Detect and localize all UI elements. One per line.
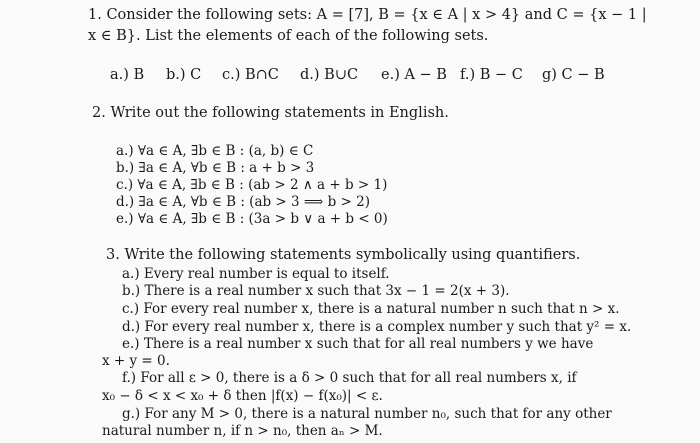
- q3-item-a: a.) Every real number is equal to itself.: [122, 266, 390, 282]
- q2-item-e: e.) ∀a ∈ A, ∃b ∈ B : (3a > b ∨ a + b < 0): [116, 211, 388, 227]
- q1-part-g: g) C − B: [542, 67, 605, 83]
- q3-item-f-line1: f.) For all ε > 0, there is a δ > 0 such that for all real numbers x, if: [122, 370, 577, 386]
- q2-item-a: a.) ∀a ∈ A, ∃b ∈ B : (a, b) ∈ C: [116, 143, 314, 159]
- q2-item-b: b.) ∃a ∈ A, ∀b ∈ B : a + b > 3: [116, 160, 315, 176]
- q2-item-d: d.) ∃a ∈ A, ∀b ∈ B : (ab > 3 ⟹ b > 2): [116, 194, 370, 210]
- q3-item-f-line2: x₀ − δ < x < x₀ + δ then |f(x) − f(x₀)| < ε.: [102, 388, 383, 404]
- q1-part-d: d.) B∪C: [300, 67, 359, 83]
- q3-item-g-line2: natural number n, if n > n₀, then aₙ > M.: [102, 423, 383, 439]
- q3-item-d: d.) For every real number x, there is a complex number y such that y² = x.: [122, 319, 632, 335]
- q1-part-c: c.) B∩C: [222, 67, 279, 83]
- q2-item-c: c.) ∀a ∈ A, ∃b ∈ B : (ab > 2 ∧ a + b > 1): [116, 177, 388, 193]
- q3-item-e-line1: e.) There is a real number x such that for all real numbers y we have: [122, 336, 594, 352]
- q1-part-e: e.) A − B: [381, 67, 447, 83]
- q3-item-b: b.) There is a real number x such that 3x − 1 = 2(x + 3).: [122, 283, 510, 299]
- q3-item-c: c.) For every real number x, there is a natural number n such that n > x.: [122, 301, 620, 317]
- q2-heading: 2. Write out the following statements in English.: [92, 105, 449, 121]
- q1-part-b: b.) C: [166, 67, 202, 83]
- q3-item-g-line1: g.) For any M > 0, there is a natural number n₀, such that for any other: [122, 406, 612, 422]
- q3-heading: 3. Write the following statements symbolically using quantifiers.: [106, 247, 581, 263]
- q1-statement-line1: 1. Consider the following sets: A = [7], B = {x ∈ A | x > 4} and C = {x − 1 |: [88, 7, 647, 23]
- q3-item-e-line2: x + y = 0.: [102, 353, 170, 369]
- q1-part-f: f.) B − C: [460, 67, 523, 83]
- q1-statement-line2: x ∈ B}. List the elements of each of the following sets.: [88, 28, 489, 44]
- q1-part-a: a.) B: [110, 67, 145, 83]
